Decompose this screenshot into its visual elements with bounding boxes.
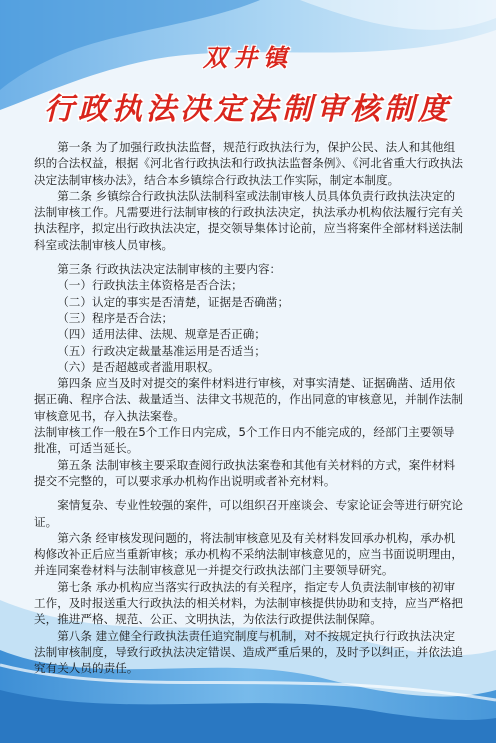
article-5: 第五条 法制审核主要采取查阅行政执法案卷和其他有关材料的方式，案件材料提交不完整的，可以要求承办机构作出说明或者补充材料。 xyxy=(34,457,456,488)
document-body xyxy=(34,139,466,677)
article-6: 第六条 经审核发现问题的，将法制审核意见及有关材料发回承办机构，承办机构修改补正后应当重新审核；承办机构不采纳法制审核意见的，应当书面说明理由，并连同案卷材料与法制审核意见一并提交行政执法部门主要领导研究。 xyxy=(34,530,463,578)
article-3-item: （六）是否超越或者滥用职权。 xyxy=(57,359,220,374)
article-7: 第七条 承办机构应当落实行政执法的有关程序，指定专人负责法制审核的初审工作，及时报送重大行政执法的相关材料，为法制审核提供协助和支持，应当严格把关，推进严格、规范、公正、文明执法，为依法行政提供法制保障。 xyxy=(34,579,463,627)
article-5-continued: 案情复杂、专业性较强的案件，可以组织召开座谈会、专家论证会等进行研究论证。 xyxy=(34,498,463,529)
article-2: 第二条 乡镇综合行政执法队法制科室或法制审核人员具体负责行政执法决定的法制审核工作。凡需要进行法制审核的行政执法决定，执法承办机构依法履行完有关执法程序，拟定出行政执法决定，提交领导集体讨论前，应当将案件全部材料送法制科室或法制审核人员审核。 xyxy=(34,188,463,252)
article-4-continued: 法制审核工作一般在5个工作日内完成，5个工作日内不能完成的，经部门主要领导批准，可适当延长。 xyxy=(34,425,455,456)
article-3-intro: 第三条 行政执法决定法制审核的主要内容： xyxy=(57,262,282,277)
article-3-item: （三）程序是否合法； xyxy=(57,310,174,325)
town-title: 双井镇 xyxy=(203,43,293,72)
article-8: 第八条 建立健全行政执法责任追究制度与机制，对不按规定执行行政执法决定法制审核制度，导致行政执法决定错误、造成严重后果的，及时予以纠正，并依法追究有关人员的责任。 xyxy=(34,628,463,676)
article-3-item: （二）认定的事实是否清楚，证据是否确凿； xyxy=(57,294,290,309)
article-3-item: （五）行政决定裁量基准运用是否适当； xyxy=(57,343,266,358)
article-3-item: （一）行政执法主体资格是否合法； xyxy=(57,278,243,293)
article-4: 第四条 应当及时对提交的案件材料进行审核，对事实清楚、证据确凿、适用依据正确、程序合法、裁量适当、法律文书规范的，作出同意的审核意见，并制作法制审核意见书，存入执法案卷。 xyxy=(34,376,463,423)
document-title: 行政执法决定法制审核制度 xyxy=(44,92,452,127)
article-1: 第一条 为了加强行政执法监督，规范行政执法行为，保护公民、法人和其他组织的合法权益，根据《河北省行政执法和行政执法监督条例》、《河北省重大行政执法决定法制审核办法》，结合本乡镇综合行政执法工作实际，制定本制度。 xyxy=(34,140,463,187)
article-3-item: （四）适用法律、法规、规章是否正确； xyxy=(57,327,266,342)
